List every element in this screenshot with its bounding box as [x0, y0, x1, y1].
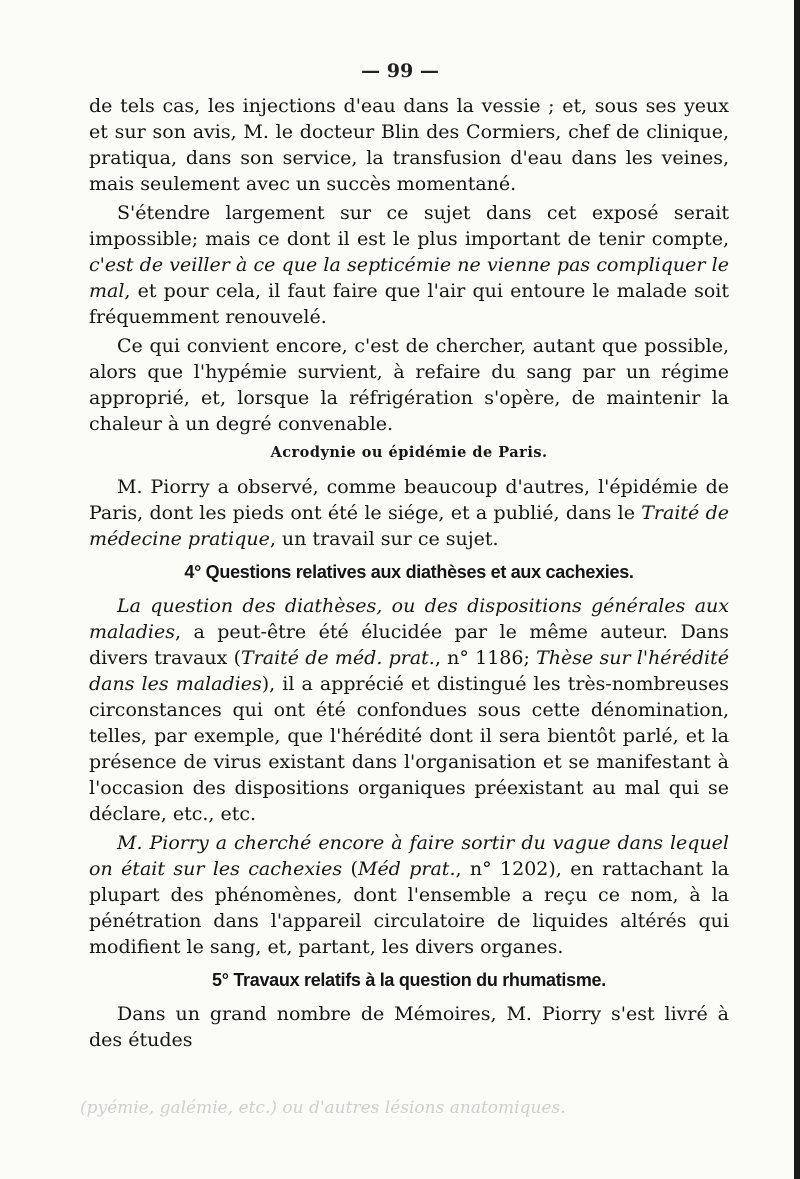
paragraph-diatheses: La question des diathèses, ou des dispositions générales aux maladies, a peut-être été élucidée par le même auteur. Dans divers travaux (Traité de méd. prat., n° 1186; Thèse sur l'hérédité dans les maladies), il a apprécié et distingué les très-nombreuses circonstances qui ont été confondues sous cette dénomination, telles, par exemple, que l'hérédité dont il sera bientôt parlé, et la présence de virus existant dans l'organisation et se manifestant à l'occasion des dispositions organiques préexistant au mal qui se déclare, etc., etc.	[89, 595, 730, 825]
paragraph-hypemie: Ce qui convient encore, c'est de chercher, autant que possible, alors que l'hypémie survient, à refaire du sang par un régime approprié, et, lorsque la réfrigération s'opère, de maintenir la chaleur à un degré convenable.	[89, 335, 729, 435]
heading-acrodynie: Acrodynie ou épidémie de Paris.	[270, 444, 548, 461]
page-body	[89, 93, 729, 1053]
heading-diatheses: 4° Questions relatives aux diathèses et aux cachexies.	[184, 562, 634, 582]
heading-rhumatisme: 5° Travaux relatifs à la question du rhumatisme.	[212, 970, 606, 990]
page-number: — 99 —	[361, 60, 439, 82]
paragraph-transfusion: de tels cas, les injections d'eau dans la vessie ; et, sous ses yeux et sur son avis, M. le docteur Blin des Cormiers, chef de clinique, pratiqua, dans son service, la transfusion d'eau dans les veines, mais seulement avec un succès momentané.	[89, 95, 729, 195]
paragraph-acrodynie: M. Piorry a observé, comme beaucoup d'autres, l'épidémie de Paris, dont les pieds ont été le siége, et a publié, dans le Traité de médecine pratique, un travail sur ce sujet.	[89, 476, 729, 550]
paragraph-cachexies: M. Piorry a cherché encore à faire sortir du vague dans lequel on était sur les cachexies (Méd prat., n° 1202), en rattachant la plupart des phénomènes, dont l'ensemble a reçu ce nom, à la pénétration dans l'appareil circulatoire de liquides altérés qui modifient le sang, et, partant, les divers organes.	[89, 832, 729, 958]
bleed-through-text: (pyémie, galémie, etc.) ou d'autres lésions anatomiques.	[80, 1098, 566, 1118]
paragraph-rhumatisme: Dans un grand nombre de Mémoires, M. Piorry s'est livré à des études	[89, 1003, 729, 1051]
paragraph-septicemie: S'étendre largement sur ce sujet dans cet exposé serait impossible; mais ce dont il est le plus important de tenir compte, c'est de veiller à ce que la septicémie ne vienne pas compliquer le mal, et pour cela, il faut faire que l'air qui entoure le malade soit fréquemment renouvelé.	[89, 202, 729, 328]
